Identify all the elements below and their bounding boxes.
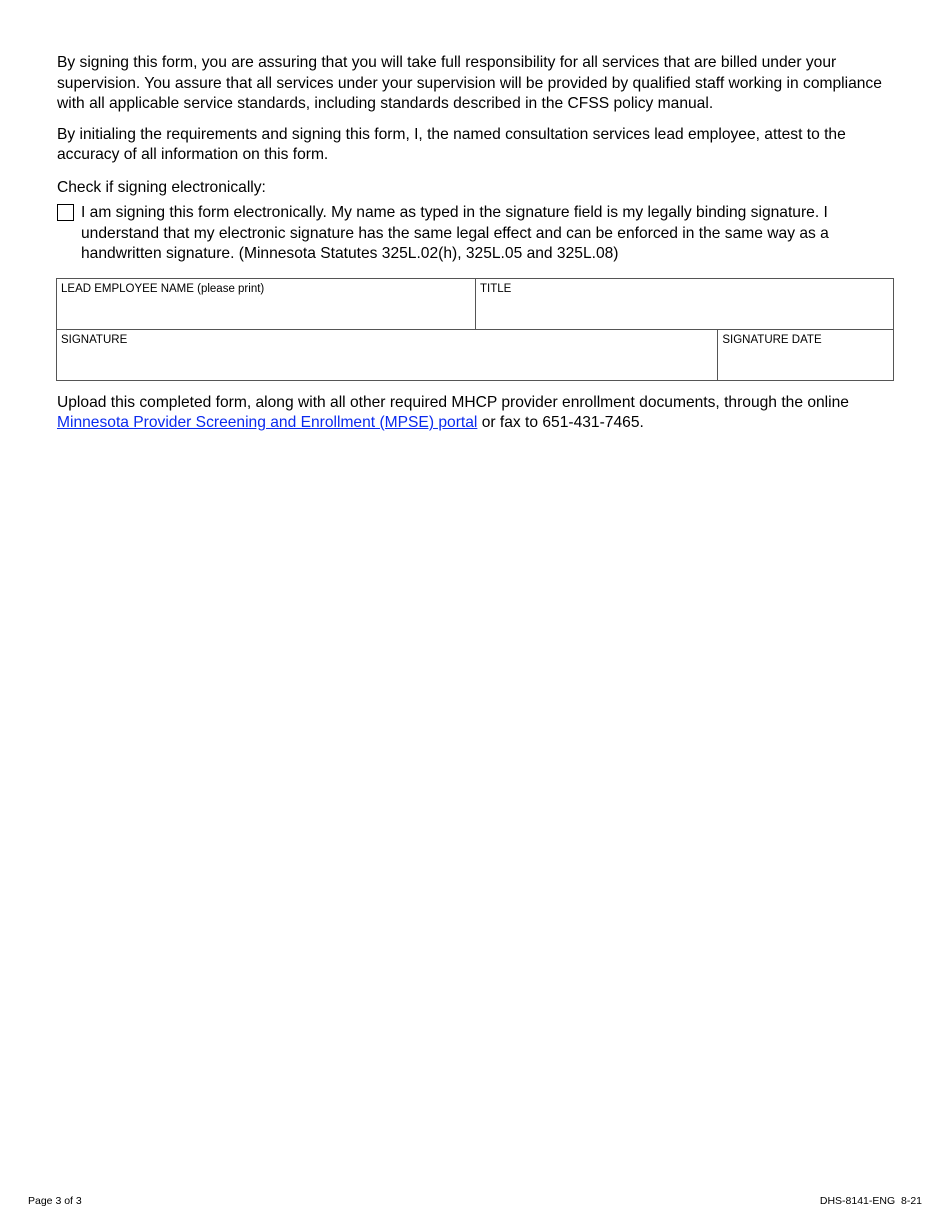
signature-date-field[interactable] — [722, 351, 889, 373]
signature-field[interactable] — [61, 351, 713, 373]
signature-table-row-1 — [57, 279, 893, 329]
form-content — [57, 53, 895, 434]
signature-date-cell — [718, 330, 893, 380]
signature-table-row-2 — [57, 329, 893, 380]
upload-text-after-link: or fax to 651-431-7465. — [477, 414, 644, 431]
electronic-signature-checkbox[interactable] — [57, 204, 74, 221]
signature-label: SIGNATURE — [61, 333, 128, 346]
upload-text-before-link: Upload this completed form, along with all other required MHCP provider enrollment documents, through the online — [57, 393, 849, 411]
lead-employee-name-cell — [57, 279, 476, 329]
signature-table — [56, 278, 894, 381]
responsibility-paragraph: By signing this form, you are assuring that you will take full responsibility for all services that are billed under your supervision. You assure that all services under your supervision will be provided by qualified staff working in compliance with all applicable service standards, including standards described in the CFSS policy manual. — [57, 54, 882, 112]
upload-instructions — [57, 393, 895, 434]
attestation-paragraph: By initialing the requirements and signing this form, I, the named consultation services lead employee, attest to the accuracy of all information on this form. — [57, 125, 846, 163]
title-label: TITLE — [480, 282, 512, 295]
lead-employee-name-label: LEAD EMPLOYEE NAME (please print) — [61, 282, 265, 295]
electronic-signing-heading: Check if signing electronically: — [57, 178, 266, 196]
signature-cell — [57, 330, 718, 380]
title-cell — [476, 279, 893, 329]
title-field[interactable] — [480, 300, 889, 322]
form-id: DHS-8141-ENG 8-21 — [819, 1195, 922, 1207]
lead-employee-name-field[interactable] — [61, 300, 471, 322]
page-number: Page 3 of 3 — [28, 1195, 82, 1207]
mpse-portal-link[interactable]: Minnesota Provider Screening and Enrollment (MPSE) portal — [57, 414, 478, 431]
signature-date-label: SIGNATURE DATE — [722, 333, 822, 346]
electronic-signature-option — [57, 203, 895, 265]
electronic-signature-checkbox-label: I am signing this form electronically. My name as typed in the signature field is my legally binding signature. I understand that my electronic signature has the same legal effect and can be enforced in the same way as a handwritten signature. (Minnesota Statutes 325L.02(h), 325L.05 and 325L.08) — [81, 204, 829, 262]
